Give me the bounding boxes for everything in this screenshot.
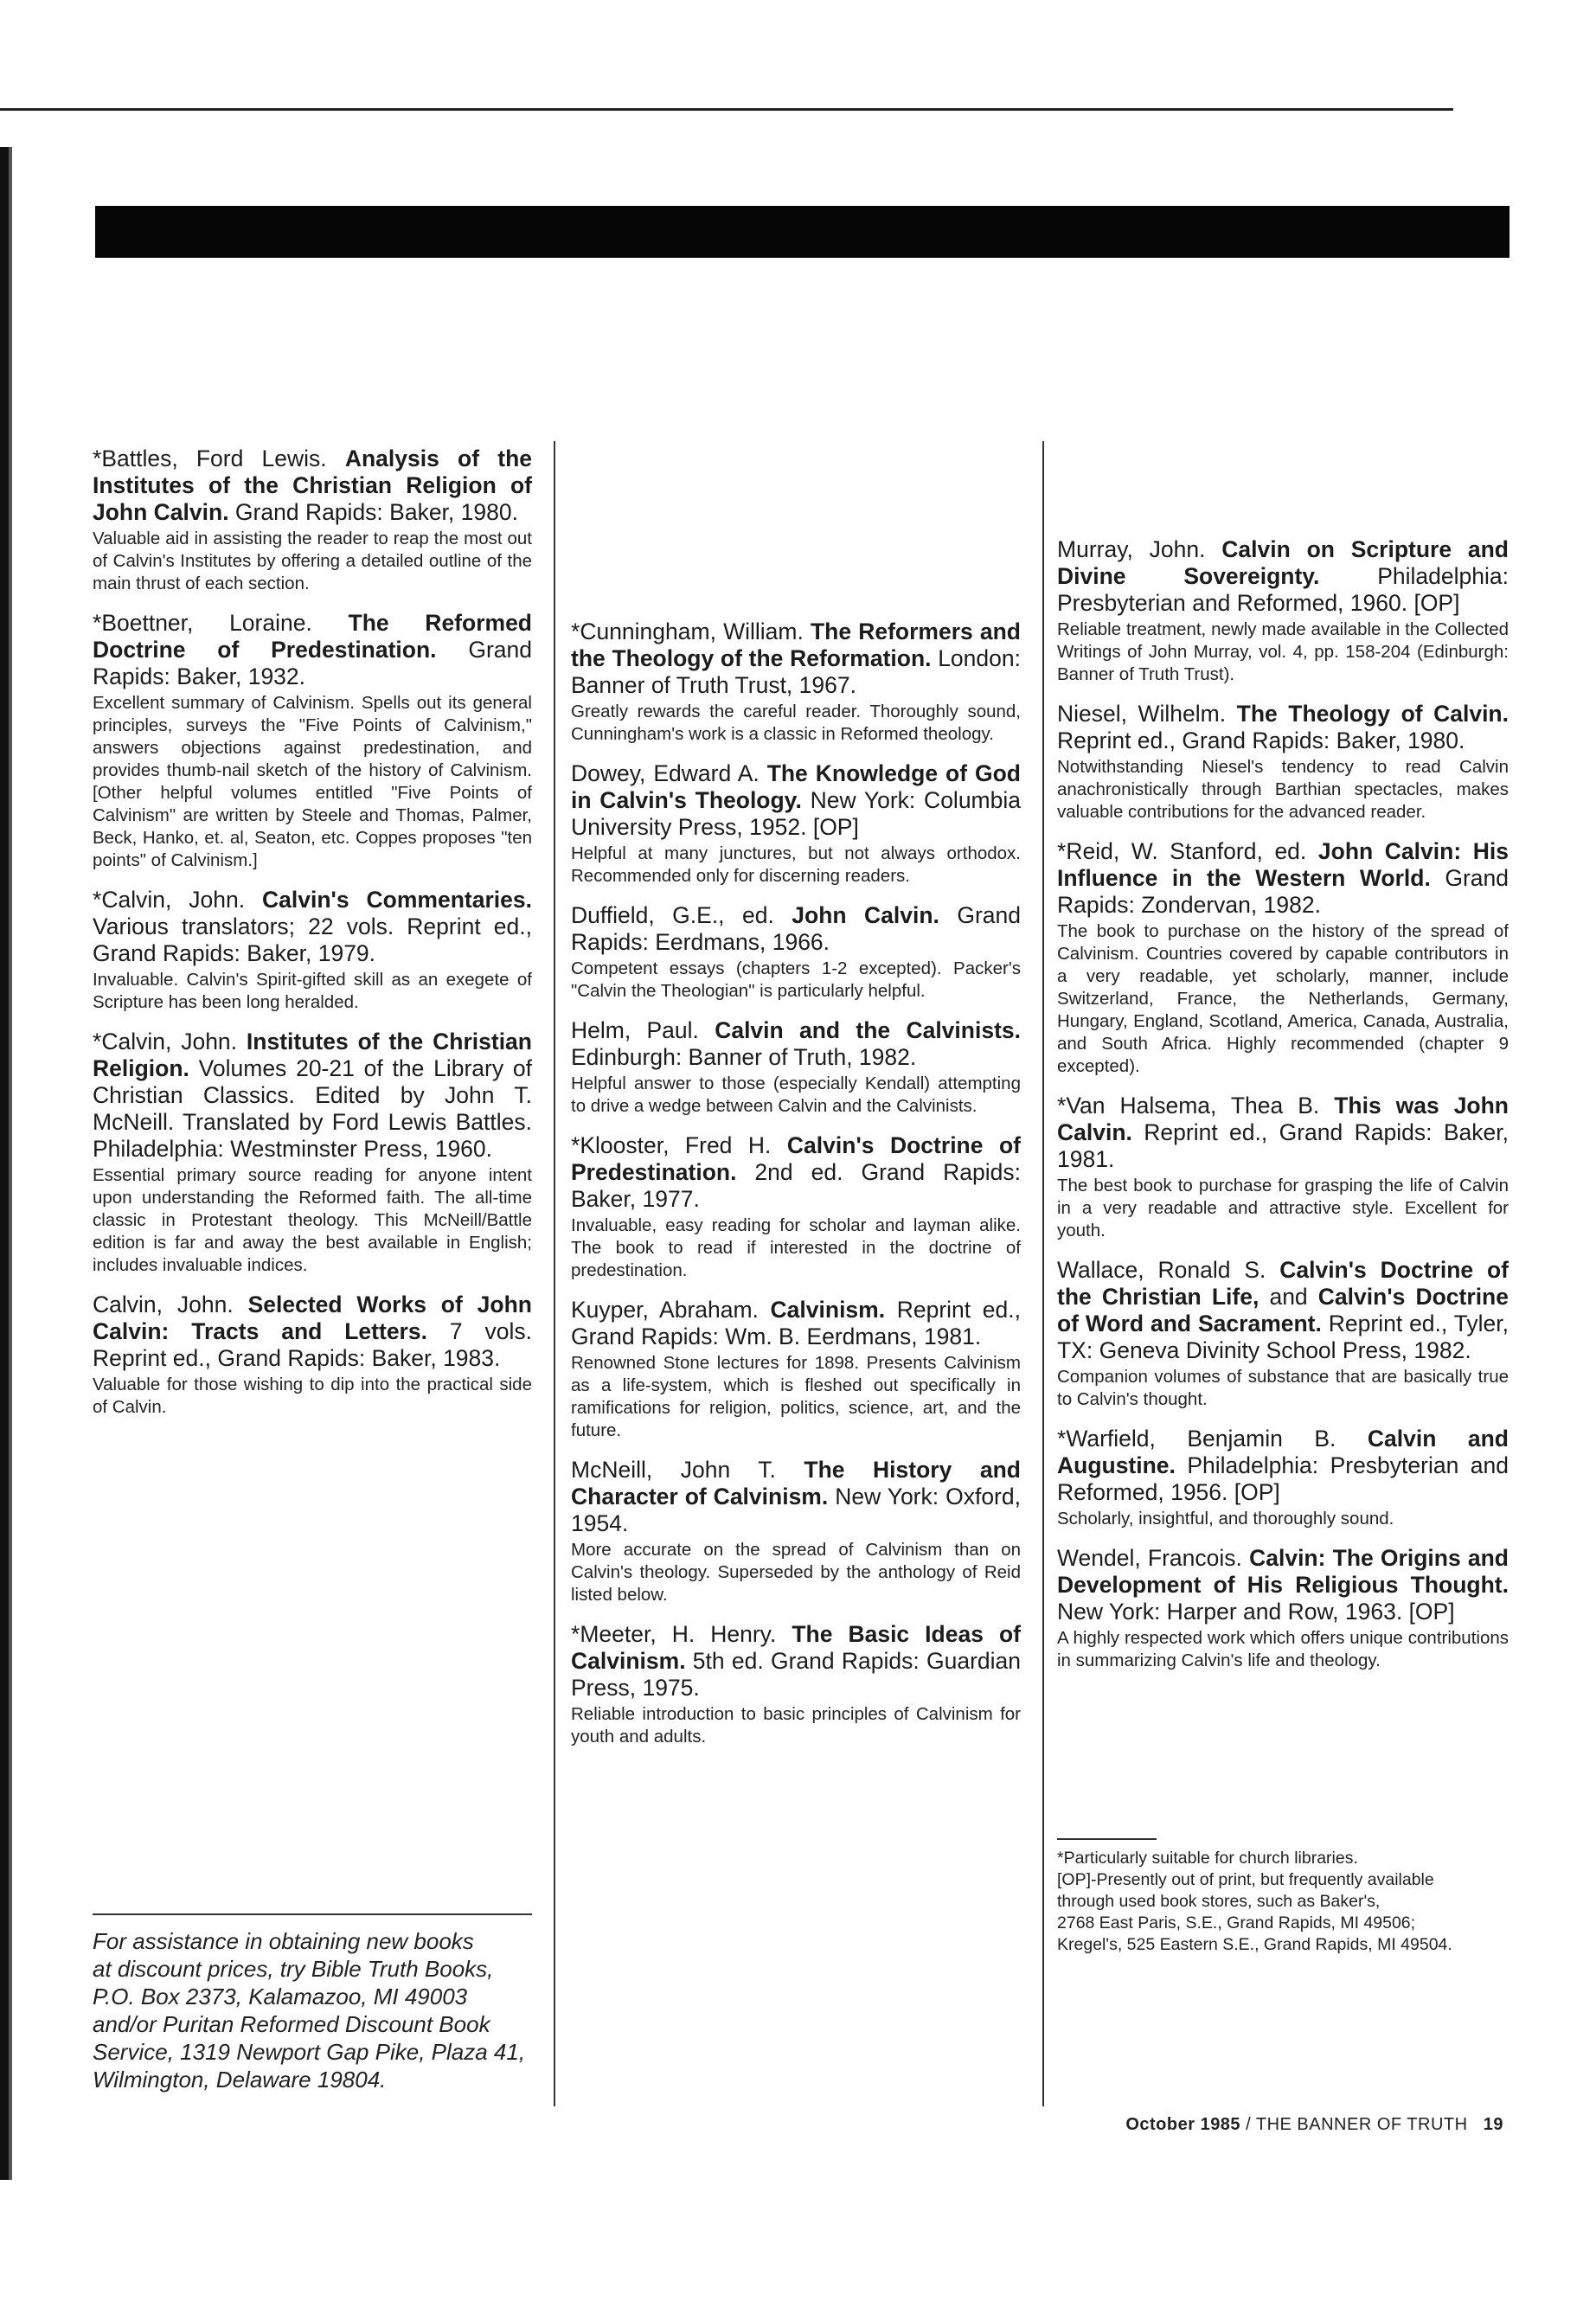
citation [93, 610, 532, 690]
entry-annotation: Scholarly, insightful, and thoroughly sound. [1057, 1509, 1394, 1529]
entry-author: Calvin, John. [93, 1292, 248, 1317]
top-rule [0, 108, 1453, 111]
entry-publication: New York: Columbia University Press, 1952. [OP] [571, 787, 1021, 840]
citation [571, 1297, 1021, 1350]
assistance-note [93, 1927, 542, 2093]
entry-conjunction: and [1259, 1284, 1318, 1310]
header-banner [95, 206, 1509, 258]
entry-publication: Reprint ed., Grand Rapids: Baker, 1981. [1057, 1119, 1509, 1172]
entry-annotation: A highly respected work which offers unique contributions in summarizing Calvin's life and theology. [1057, 1628, 1509, 1670]
footnote: through used book stores, such as Baker's, [1057, 1892, 1381, 1911]
bib-entry [93, 887, 532, 1014]
bib-entry [571, 902, 1021, 1003]
citation [1057, 838, 1509, 919]
footnote-rule [1057, 1838, 1157, 1840]
column-divider [554, 441, 555, 2106]
bib-entry [571, 1457, 1021, 1606]
bib-entry [571, 619, 1021, 746]
bib-entry [571, 1132, 1021, 1282]
assist-line: and/or Puritan Reformed Discount Book [93, 2011, 490, 2037]
entry-publication: Philadelphia: Presbyterian and Reformed, 1956. [OP] [1057, 1452, 1509, 1505]
assist-line: at discount prices, try Bible Truth Books, [93, 1956, 494, 1982]
entry-title: The Basic Ideas of Calvinism. [571, 1621, 1021, 1674]
assist-line: For assistance in obtaining new books [93, 1928, 474, 1954]
entry-annotation: Excellent summary of Calvinism. Spells out its general principles, surveys the "Five Points of Calvinism," answers objections against predestination, and provides thumb-nail sketch of the history of Calvinism. [Other helpful volumes entitled "Five Points of Calvinism" are written by Steele and Thomas, Palmer, Beck, Hanko, et. al, Seaton, etc. Coppes proposes "ten points" of Calvinism.] [93, 693, 532, 870]
entry-title: The Theology of Calvin. [1236, 701, 1509, 727]
scan-edge-shadow [9, 147, 12, 2180]
entry-author: Helm, Paul. [571, 1017, 715, 1043]
entry-publication: 2nd ed. Grand Rapids: Baker, 1977. [571, 1159, 1021, 1212]
entry-author: Niesel, Wilhelm. [1057, 701, 1237, 727]
citation [1057, 701, 1509, 754]
entry-title: Calvin's Doctrine of Word and Sacrament. [1057, 1284, 1509, 1336]
citation [571, 619, 1021, 699]
bib-entry [1057, 838, 1509, 1078]
bib-entry [93, 610, 532, 872]
entry-publication: Philadelphia: Presbyterian and Reformed, 1960. [OP] [1057, 563, 1509, 616]
column-divider [1042, 441, 1044, 2106]
footnote: *Particularly suitable for church libraries. [1057, 1849, 1358, 1868]
entry-author: *Calvin, John. [93, 887, 263, 913]
entry-publication: London: Banner of Truth Trust, 1967. [571, 645, 1021, 698]
entry-author: *Calvin, John. [93, 1029, 247, 1054]
bib-entry [1057, 536, 1509, 686]
entry-publication: Grand Rapids: Eerdmans, 1966. [571, 902, 1021, 955]
entry-publication: New York: Oxford, 1954. [571, 1484, 1021, 1536]
bib-entry [1057, 1093, 1509, 1242]
bib-entry [571, 1621, 1021, 1748]
entry-author: *Reid, W. Stanford, ed. [1057, 838, 1318, 864]
entry-publication: Various translators; 22 vols. Reprint ed., Grand Rapids: Baker, 1979. [93, 913, 532, 966]
entry-title: Calvin on Scripture and Divine Sovereignty. [1057, 536, 1509, 589]
entry-annotation: Notwithstanding Niesel's tendency to read Calvin anachronistically through Barthian spectacles, makes valuable contributions for the advanced reader. [1057, 757, 1509, 822]
bib-entry [1057, 1545, 1509, 1672]
footnotes [1057, 1848, 1507, 1956]
citation [93, 445, 532, 526]
entry-publication: 7 vols. Reprint ed., Grand Rapids: Baker, 1983. [93, 1318, 532, 1371]
citation [571, 1132, 1021, 1213]
column-3 [1057, 536, 1509, 1687]
citation [1057, 1257, 1509, 1364]
citation [571, 760, 1021, 841]
entry-annotation: Reliable introduction to basic principles of Calvinism for youth and adults. [571, 1704, 1021, 1747]
footer-publication: THE BANNER OF TRUTH [1255, 2115, 1468, 2134]
entry-author: Murray, John. [1057, 536, 1222, 562]
bib-entry [1057, 1257, 1509, 1411]
entry-title: The History and Character of Calvinism. [571, 1457, 1021, 1509]
entry-author: *Van Halsema, Thea B. [1057, 1093, 1335, 1118]
citation [93, 1292, 532, 1372]
assist-line: P.O. Box 2373, Kalamazoo, MI 49003 [93, 1984, 468, 2009]
entry-publication: Reprint ed., Grand Rapids: Wm. B. Eerdmans, 1981. [571, 1297, 1021, 1349]
entry-author: Dowey, Edward A. [571, 760, 767, 786]
footnote: [OP]-Presently out of print, but frequently available [1057, 1870, 1434, 1889]
bib-entry [571, 1017, 1021, 1118]
footnote: 2768 East Paris, S.E., Grand Rapids, MI 49506; [1057, 1913, 1416, 1932]
entry-annotation: The book to purchase on the history of the spread of Calvinism. Countries covered by capable contributors in a very readable, yet scholarly, manner, include Switzerland, France, the Netherlands, Germany, Hungary, England, Scotland, America, Canada, Australia, and South Africa. Highly recommended (chapter 9 excepted). [1057, 921, 1509, 1076]
entry-title: This was John Calvin. [1057, 1093, 1509, 1145]
entry-publication: 5th ed. Grand Rapids: Guardian Press, 1975. [571, 1648, 1021, 1701]
footer-sep: / [1240, 2115, 1256, 2134]
bib-entry [1057, 1426, 1509, 1530]
citation [571, 902, 1021, 956]
entry-annotation: Reliable treatment, newly made available in the Collected Writings of John Murray, vol. 4, pp. 158-204 (Edinburgh: Banner of Truth Trust). [1057, 619, 1509, 684]
entry-title: The Reformers and the Theology of the Reformation. [571, 619, 1021, 671]
entry-annotation: Essential primary source reading for anyone intent upon understanding the Reformed faith. The all-time classic in Protestant theology. This McNeill/Battle edition is far and away the best available in English; includes invaluable indices. [93, 1165, 532, 1275]
entry-author: Duffield, G.E., ed. [571, 902, 792, 928]
entry-title: Calvin and the Calvinists. [715, 1017, 1021, 1043]
entry-annotation: Helpful answer to those (especially Kendall) attempting to drive a wedge between Calvin and the Calvinists. [571, 1074, 1021, 1116]
entry-annotation: Greatly rewards the careful reader. Thoroughly sound, Cunningham's work is a classic in Reformed theology. [571, 702, 1021, 744]
entry-author: *Klooster, Fred H. [571, 1132, 787, 1158]
entry-publication: Grand Rapids: Baker, 1932. [93, 637, 533, 689]
bib-entry [93, 1292, 532, 1419]
entry-title: Selected Works of John Calvin: Tracts and Letters. [93, 1292, 532, 1344]
entry-author: Wallace, Ronald S. [1057, 1257, 1280, 1283]
entry-title: Institutes of the Christian Religion. [93, 1029, 532, 1081]
bib-entry [93, 1029, 532, 1277]
entry-publication: New York: Harper and Row, 1963. [OP] [1057, 1599, 1455, 1625]
entry-annotation: The best book to purchase for grasping the life of Calvin in a very readable and attractive style. Excellent for youth. [1057, 1176, 1509, 1240]
citation [571, 1017, 1021, 1071]
entry-title: Calvin and Augustine. [1057, 1426, 1509, 1478]
entry-author: *Boettner, Loraine. [93, 610, 349, 636]
entry-annotation: Invaluable. Calvin's Spirit-gifted skill as an exegete of Scripture has been long heralded. [93, 970, 532, 1012]
entry-publication: Grand Rapids: Baker, 1980. [228, 499, 518, 525]
entry-title: John Calvin. [792, 902, 939, 928]
entry-annotation: Helpful at many junctures, but not always orthodox. Recommended only for discerning readers. [571, 843, 1021, 886]
bib-entry [93, 445, 532, 595]
assist-line: Wilmington, Delaware 19804. [93, 2067, 387, 2093]
citation [1057, 1093, 1509, 1173]
entry-title: Analysis of the Institutes of the Christian Religion of John Calvin. [93, 445, 532, 525]
entry-publication: Grand Rapids: Zondervan, 1982. [1057, 865, 1509, 918]
entry-publication: Reprint ed., Tyler, TX: Geneva Divinity School Press, 1982. [1057, 1311, 1509, 1363]
entry-title: Calvin's Doctrine of Predestination. [571, 1132, 1021, 1185]
bib-entry [571, 760, 1021, 888]
entry-title: John Calvin: His Influence in the Western World. [1057, 838, 1509, 891]
bib-entry [571, 1297, 1021, 1442]
page-number: 19 [1483, 2115, 1503, 2134]
page-footer [1125, 2115, 1503, 2135]
bib-entry [1057, 701, 1509, 824]
entry-title: The Reformed Doctrine of Predestination. [93, 610, 532, 663]
entry-publication: Reprint ed., Grand Rapids: Baker, 1980. [1057, 727, 1465, 753]
entry-title: Calvin's Commentaries. [262, 887, 532, 913]
entry-author: *Battles, Ford Lewis. [93, 445, 345, 471]
entry-author: *Warfield, Benjamin B. [1057, 1426, 1368, 1452]
entry-annotation: Competent essays (chapters 1-2 excepted). Packer's "Calvin the Theologian" is particularly helpful. [571, 958, 1021, 1001]
entry-author: Kuyper, Abraham. [571, 1297, 771, 1323]
entry-publication: Edinburgh: Banner of Truth, 1982. [571, 1044, 917, 1070]
entry-title: The Knowledge of God in Calvin's Theology. [571, 760, 1021, 813]
assist-rule [93, 1913, 532, 1915]
assist-line: Service, 1319 Newport Gap Pike, Plaza 41, [93, 2039, 526, 2065]
entry-annotation: Valuable aid in assisting the reader to reap the most out of Calvin's Institutes by offering a detailed outline of the main thrust of each section. [93, 529, 532, 593]
entry-annotation: Invaluable, easy reading for scholar and layman alike. The book to read if interested in the doctrine of predestination. [571, 1215, 1021, 1280]
entry-annotation: Companion volumes of substance that are basically true to Calvin's thought. [1057, 1367, 1509, 1409]
entry-title: Calvinism. [770, 1297, 886, 1323]
entry-title: Calvin: The Origins and Development of His Religious Thought. [1057, 1545, 1509, 1598]
entry-author: *Meeter, H. Henry. [571, 1621, 792, 1647]
citation [93, 1029, 532, 1163]
entry-title: Calvin's Doctrine of the Christian Life, [1057, 1257, 1509, 1310]
entry-publication: Volumes 20-21 of the Library of Christian Classics. Edited by John T. McNeill. Translated by Ford Lewis Battles. Philadelphia: Westminster Press, 1960. [93, 1055, 532, 1162]
scan-edge [0, 147, 9, 2180]
entry-author: Wendel, Francois. [1057, 1545, 1250, 1571]
citation [1057, 536, 1509, 617]
entry-author: McNeill, John T. [571, 1457, 804, 1483]
entry-annotation: More accurate on the spread of Calvinism than on Calvin's theology. Superseded by the anthology of Reid listed below. [571, 1540, 1021, 1605]
footer-date: October 1985 [1125, 2115, 1241, 2134]
citation [93, 887, 532, 967]
citation [571, 1621, 1021, 1702]
citation [1057, 1426, 1509, 1506]
entry-annotation: Renowned Stone lectures for 1898. Presents Calvinism as a life-system, which is fleshed out specifically in ramifications for religion, politics, science, art, and the future. [571, 1353, 1021, 1440]
citation [1057, 1545, 1509, 1625]
citation [571, 1457, 1021, 1537]
entry-author: *Cunningham, William. [571, 619, 811, 644]
footnote: Kregel's, 525 Eastern S.E., Grand Rapids, MI 49504. [1057, 1935, 1452, 1954]
column-1 [93, 445, 532, 1433]
column-2 [571, 619, 1021, 1763]
entry-annotation: Valuable for those wishing to dip into the practical side of Calvin. [93, 1375, 532, 1417]
